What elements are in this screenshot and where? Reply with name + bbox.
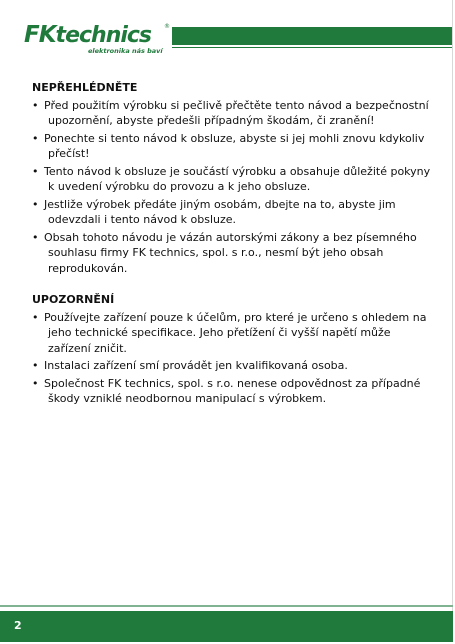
logo-brand: technics bbox=[55, 23, 152, 48]
bullet-dot: • bbox=[32, 164, 39, 178]
section-caution bbox=[32, 292, 432, 407]
section-warning bbox=[32, 80, 432, 276]
bullet-dot: • bbox=[32, 131, 39, 145]
footer-bar bbox=[0, 611, 453, 642]
page-number: 2 bbox=[14, 619, 22, 632]
list-item bbox=[32, 376, 432, 407]
logo-wordmark bbox=[24, 24, 151, 47]
section-title: UPOZORNĚNÍ bbox=[32, 293, 115, 306]
header-line bbox=[172, 47, 452, 48]
list-item bbox=[32, 358, 432, 374]
bullet-list bbox=[32, 310, 432, 407]
brand-logo bbox=[24, 24, 169, 54]
registered-mark: ® bbox=[164, 23, 170, 30]
list-item-text: Instalaci zařízení smí provádět jen kvalifikovaná osoba. bbox=[44, 359, 348, 372]
logo-tagline: elektronika nás baví bbox=[88, 47, 163, 55]
footer-line bbox=[0, 605, 453, 607]
list-item bbox=[32, 197, 432, 228]
list-item-text: Tento návod k obsluze je součástí výrobku a obsahuje důležité pokyny k uvedení výrobku do provozu a k jeho obsluze. bbox=[44, 164, 431, 193]
bullet-dot: • bbox=[32, 310, 39, 324]
header-bar bbox=[172, 27, 452, 45]
section-title: NEPŘEHLÉDNĚTE bbox=[32, 81, 138, 94]
bullet-dot: • bbox=[32, 197, 39, 211]
list-item-text: Používejte zařízení pouze k účelům, pro které je určeno s ohledem na jeho technické specifikace. Jeho přetížení či vyšší napětí může zařízení zničit. bbox=[44, 310, 427, 355]
bullet-dot: • bbox=[32, 359, 39, 372]
document-body bbox=[32, 80, 432, 423]
list-item bbox=[32, 131, 432, 162]
bullet-dot: • bbox=[32, 98, 39, 112]
list-item-text: Jestliže výrobek předáte jiným osobám, dbejte na to, abyste jim odevzdali i tento návod k obsluze. bbox=[44, 197, 396, 226]
list-item-text: Obsah tohoto návodu je vázán autorskými zákony a bez písemného souhlasu firmy FK technics, spol. s r.o., nesmí být jeho obsah reprodukován. bbox=[44, 230, 417, 275]
list-item-text: Před použitím výrobku si pečlivě přečtěte tento návod a bezpečnostní upozornění, abyste předešli případným škodám, či zranění! bbox=[44, 98, 429, 127]
list-item bbox=[32, 164, 432, 195]
list-item-text: Ponechte si tento návod k obsluze, abyste si jej mohli znovu kdykoliv přečíst! bbox=[44, 131, 425, 160]
bullet-dot: • bbox=[32, 230, 39, 244]
bullet-dot: • bbox=[32, 376, 39, 390]
list-item-text: Společnost FK technics, spol. s r.o. nenese odpovědnost za případné škody vzniklé neodbornou manipulací s výrobkem. bbox=[44, 376, 421, 405]
list-item bbox=[32, 230, 432, 277]
list-item bbox=[32, 98, 432, 129]
list-item bbox=[32, 310, 432, 357]
logo-fk: FK bbox=[24, 22, 56, 48]
bullet-list bbox=[32, 98, 432, 277]
